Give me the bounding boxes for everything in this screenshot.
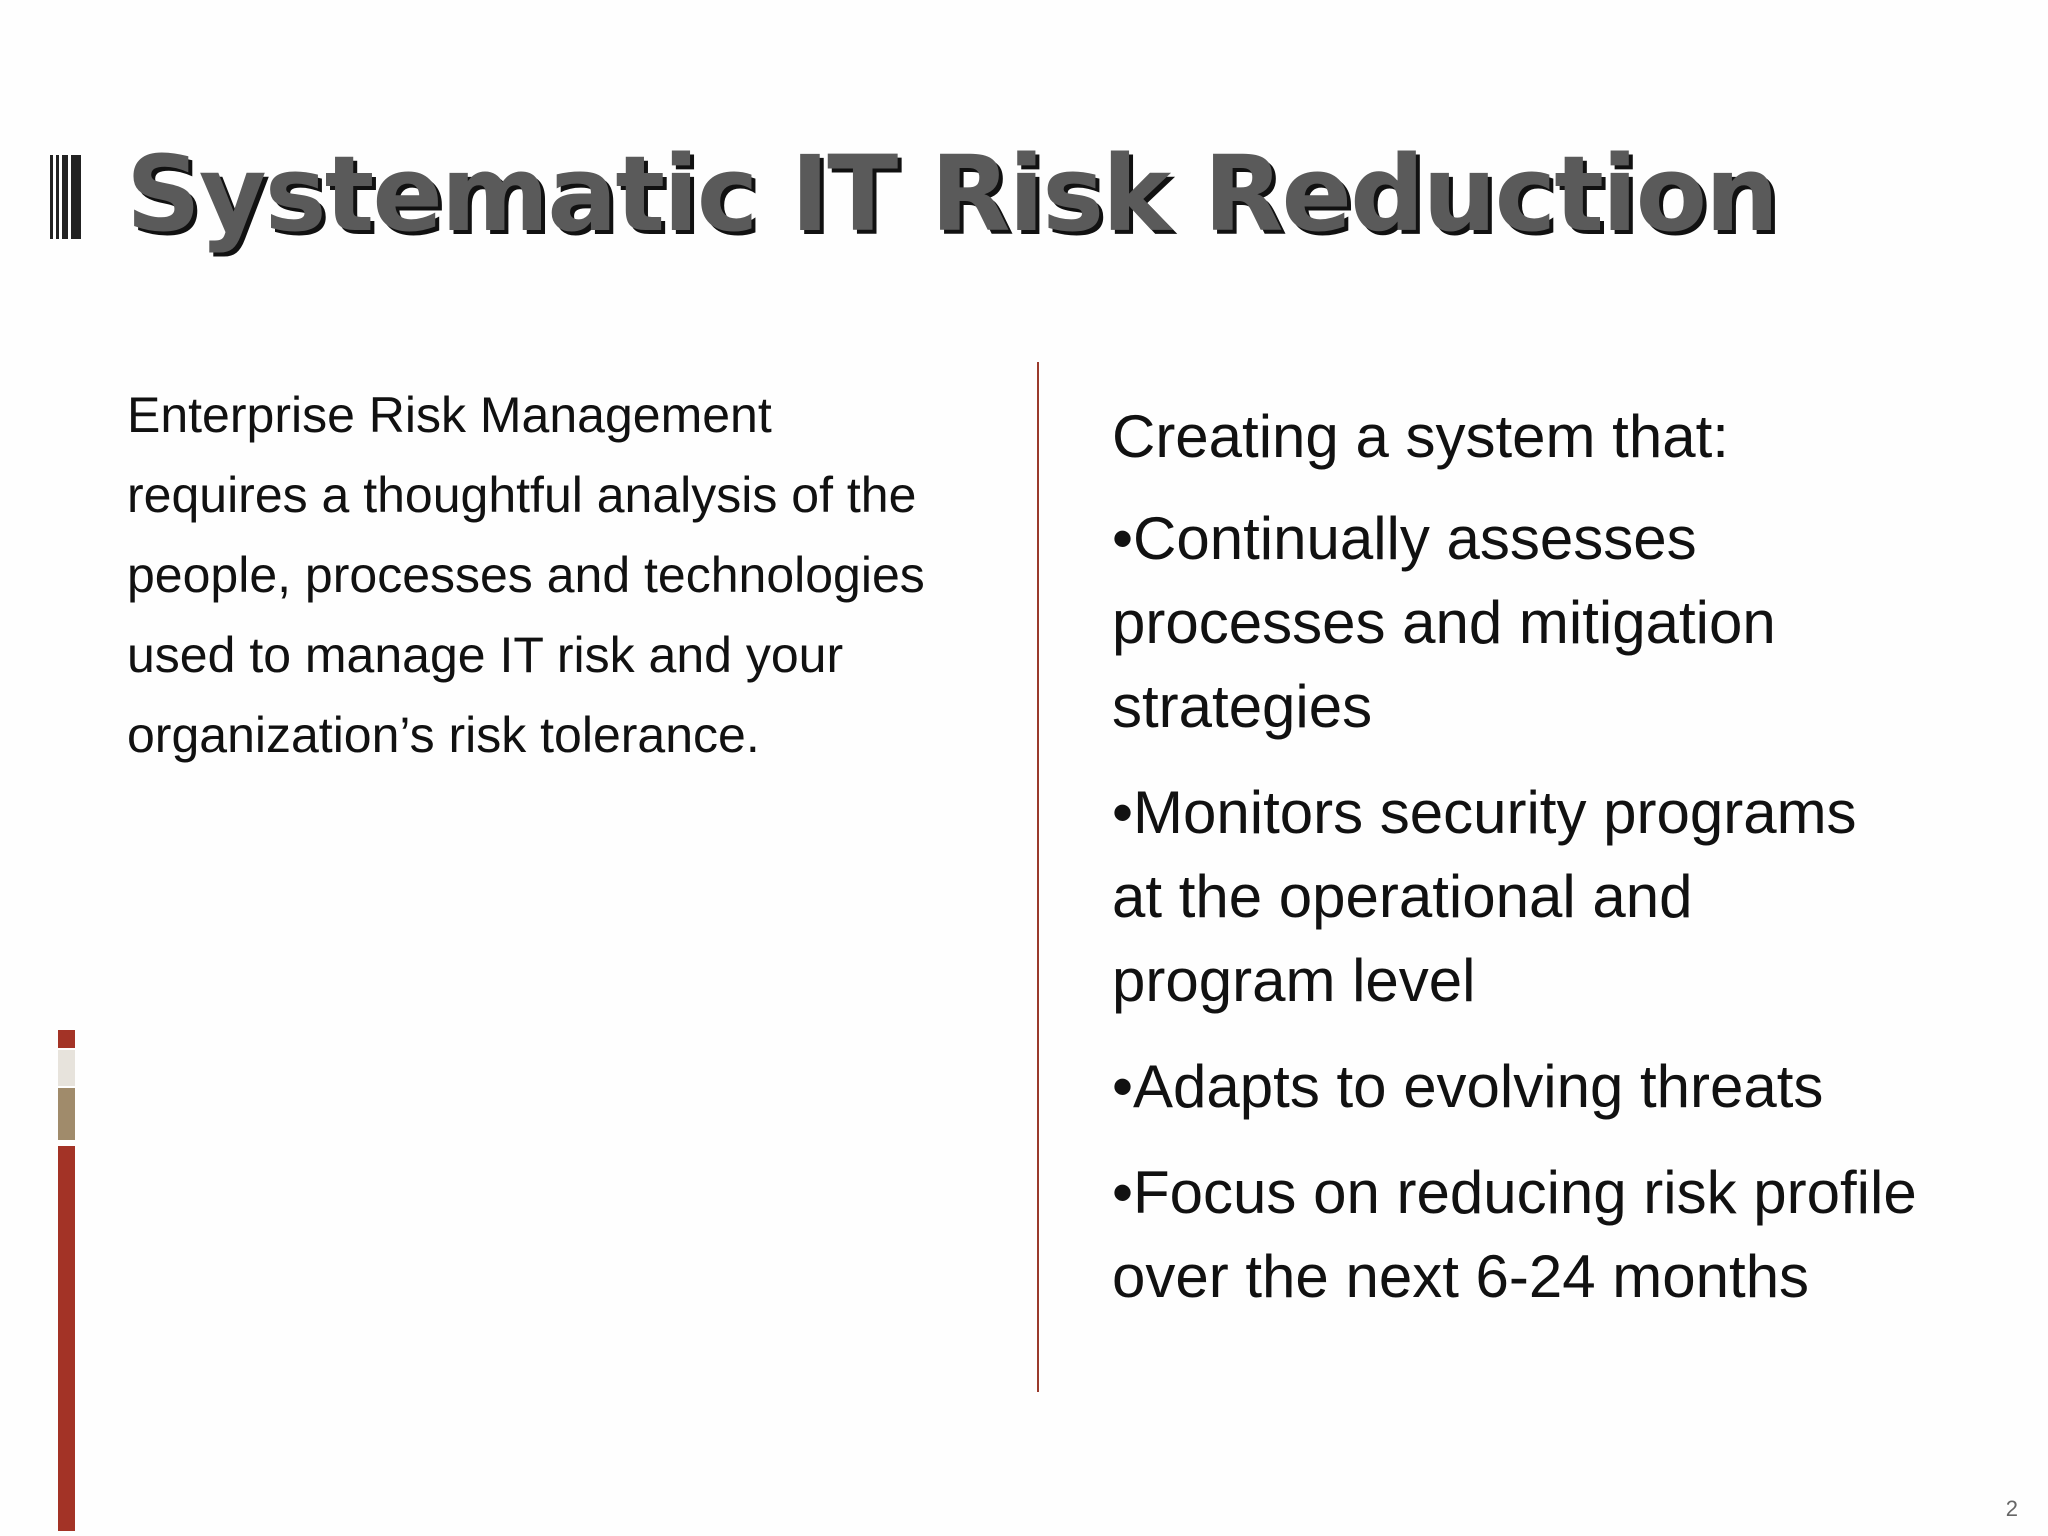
decorative-bar-cream <box>58 1050 75 1086</box>
bullet-line: Continually assesses <box>1133 505 1697 572</box>
column-divider <box>1037 362 1039 1392</box>
bullet-marker: • <box>1112 1053 1134 1120</box>
decorative-bar-red-small <box>58 1030 75 1048</box>
left-paragraph-line: organization’s risk tolerance. <box>127 707 760 763</box>
bullet-line: strategies <box>1112 673 1373 740</box>
bullet-line: Focus on reducing risk profile <box>1133 1159 1917 1226</box>
bullet-line: program level <box>1112 947 1476 1014</box>
right-column <box>1112 395 2012 1341</box>
bullet-marker: • <box>1112 1159 1134 1226</box>
bullet-line: at the operational and <box>1112 863 1693 930</box>
bullet-line: Monitors security programs <box>1133 779 1857 846</box>
slide-title: Systematic IT Risk Reduction <box>126 133 1778 255</box>
left-paragraph <box>127 375 1007 775</box>
decorative-bar-red-long <box>58 1146 75 1531</box>
bullet-marker: • <box>1112 505 1134 572</box>
bullet-item <box>1112 771 2012 1023</box>
bullet-item <box>1112 1045 2012 1129</box>
right-heading: Creating a system that: <box>1112 403 1729 470</box>
bullet-item <box>1112 497 2012 749</box>
bullet-line: processes and mitigation <box>1112 589 1776 656</box>
bullet-line: over the next 6-24 months <box>1112 1243 1810 1310</box>
left-paragraph-line: people, processes and technologies <box>127 547 925 603</box>
decorative-bar-tan <box>58 1088 75 1140</box>
left-paragraph-line: requires a thoughtful analysis of the <box>127 467 917 523</box>
left-paragraph-line: Enterprise Risk Management <box>127 387 772 443</box>
bullet-line: Adapts to evolving threats <box>1133 1053 1824 1120</box>
left-paragraph-line: used to manage IT risk and your <box>127 627 844 683</box>
barcode-bars-icon <box>50 155 82 239</box>
page-number: 2 <box>2005 1496 2018 1521</box>
bullet-marker: • <box>1112 779 1134 846</box>
bullet-item <box>1112 1151 2012 1319</box>
